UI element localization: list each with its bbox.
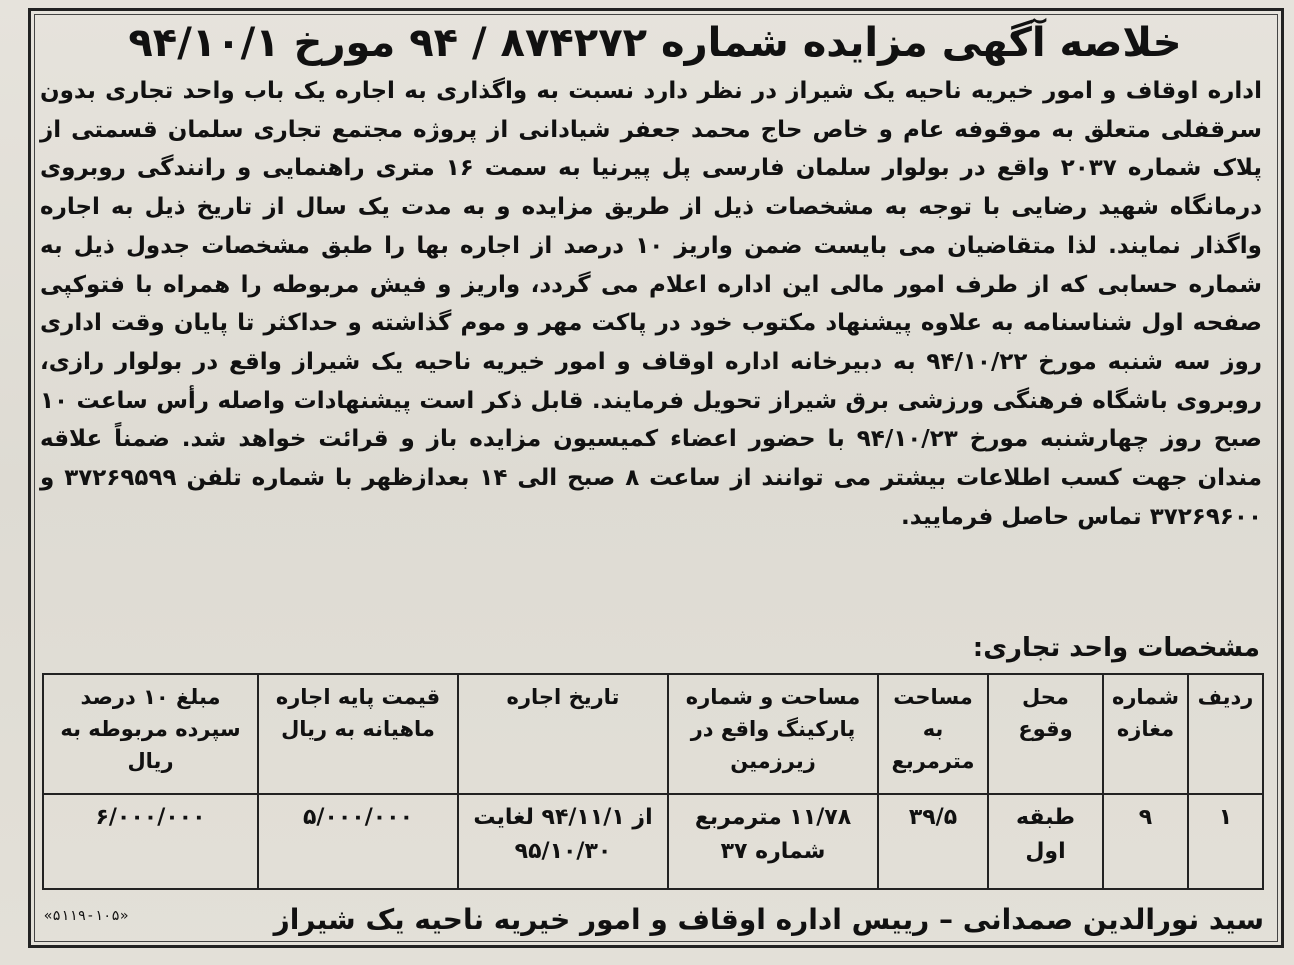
cell-row-number: ۱ [1188, 794, 1263, 889]
spec-table [42, 673, 1264, 890]
header-base-price: قیمت پایه اجاره ماهیانه به ریال [258, 674, 458, 794]
cell-parking: ۱۱/۷۸ مترمربع شماره ۳۷ [668, 794, 878, 889]
signature: سید نورالدین صمدانی – رییس اداره اوقاف و امور خیریه ناحیه یک شیراز [273, 903, 1264, 936]
header-area: مساحت به مترمربع [878, 674, 988, 794]
header-parking: مساحت و شماره پارکینگ واقع در زیرزمین [668, 674, 878, 794]
table-row [43, 794, 1263, 889]
cell-deposit: ۶/۰۰۰/۰۰۰ [43, 794, 258, 889]
header-row-number: ردیف [1188, 674, 1263, 794]
header-location: محل وقوع [988, 674, 1103, 794]
notice-paragraph: اداره اوقاف و امور خیریه ناحیه یک شیراز در نظر دارد نسبت به واگذاری به اجاره یک باب واحد تجاری بدون سرقفلی متعلق به موقوفه عام و خاص حاج محمد جعفر شیادانی از پروژه مجتمع تجاری سلمان قسمتی از پلاک شماره ۲۰۳۷ واقع در بولوار سلمان فارسی پل پیرنیا به سمت ۱۶ متری راهنمایی و رانندگی روبروی درمانگاه شهید رضایی با توجه به مشخصات ذیل از طریق مزایده و به مدت یک سال از تاریخ ذیل به اجاره واگذار نمایند. لذا متقاضیان می بایست ضمن واریز ۱۰ درصد از اجاره بها را طبق مشخصات جدول ذیل به شماره حسابی که از طرف امور مالی این اداره اعلام می گردد، واریز و فیش مربوطه را همراه با فتوکپی صفحه اول شناسنامه به علاوه پیشنهاد مکتوب خود در پاکت مهر و موم گذاشته و حداکثر تا پایان وقت اداری روز سه شنبه مورخ ۹۴/۱۰/۲۲ به دبیرخانه اداره اوقاف و امور خیریه ناحیه یک شیراز واقع در بولوار رازی، روبروی باشگاه فرهنگی ورزشی برق شیراز تحویل فرمایند. قابل ذکر است پیشنهادات واصله رأس ساعت ۱۰ صبح روز چهارشنبه مورخ ۹۴/۱۰/۲۳ با حضور اعضاء کمیسیون مزایده باز و قرائت خواهد شد. ضمناً علاقه مندان جهت کسب اطلاعات بیشتر می توانند از ساعت ۸ صبح الی ۱۴ بعدازظهر با شماره تلفن ۳۷۲۶۹۵۹۹ و ۳۷۲۶۹۶۰۰ تماس حاصل فرمایید. [40, 78, 1262, 530]
cell-base-price: ۵/۰۰۰/۰۰۰ [258, 794, 458, 889]
notice-body [40, 72, 1262, 536]
notice-title: خلاصه آگهی مزایده شماره ۸۷۴۲۷۲ / ۹۴ مورخ ۹۴/۱۰/۱ [128, 20, 1182, 66]
section-heading: مشخصات واحد تجاری: [972, 633, 1260, 663]
header-lease-date: تاریخ اجاره [458, 674, 668, 794]
header-deposit: مبلغ ۱۰ درصد سپرده مربوطه به ریال [43, 674, 258, 794]
cell-shop-number: ۹ [1103, 794, 1188, 889]
cell-area: ۳۹/۵ [878, 794, 988, 889]
header-shop-number: شماره مغازه [1103, 674, 1188, 794]
cell-lease-date: از ۹۴/۱۱/۱ لغایت ۹۵/۱۰/۳۰ [458, 794, 668, 889]
cell-location: طبقه اول [988, 794, 1103, 889]
reference-code: «۵۱۱۹-۱۰۵» [44, 908, 129, 924]
table-header-row [43, 674, 1263, 794]
